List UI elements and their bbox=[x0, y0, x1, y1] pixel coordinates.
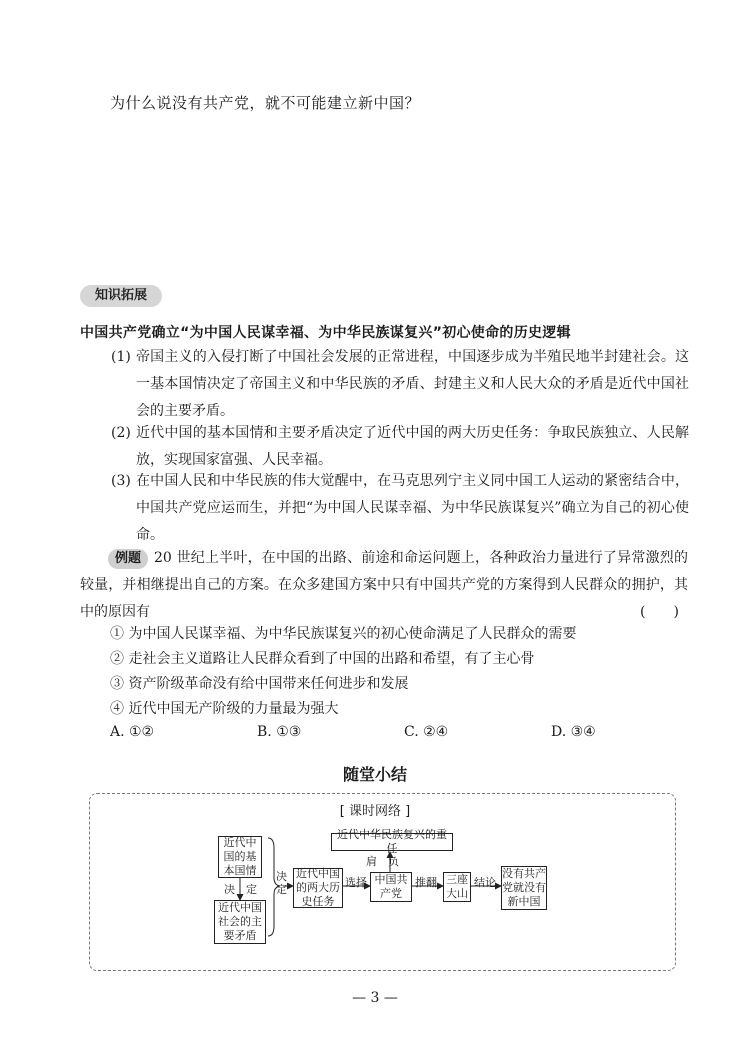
item-text: 近代中国的基本国情和主要矛盾决定了近代中国的两大历史任务：争取民族独立、人民解放，实现国家富强、人民幸福。 bbox=[136, 425, 689, 468]
choice-b: B. ①③ bbox=[257, 724, 302, 740]
item-number: (2) bbox=[111, 425, 131, 441]
choice-a: A. ①② bbox=[110, 724, 155, 740]
statement-3: ③ 资产阶级革命没有给中国带来任何进步和发展 bbox=[110, 676, 409, 692]
network-title: [ 课时网络 ] bbox=[339, 804, 411, 819]
box-two-tasks: 近代中国的两大历史任务 bbox=[293, 868, 343, 908]
label-conclude: 结论 bbox=[474, 876, 496, 889]
summary-title: 随堂小结 bbox=[342, 765, 407, 784]
label-decide-vertical: 决 定 bbox=[224, 883, 257, 896]
statement-2: ② 走社会主义道路让人民群众看到了中国的出路和希望，有了主心骨 bbox=[110, 651, 535, 667]
choice-c: C. ②④ bbox=[404, 724, 449, 740]
knowledge-title: 中国共产党确立“为中国人民谋幸福、为中华民族谋复兴”初心使命的历史逻辑 bbox=[80, 325, 571, 341]
box-mission: 近代中华民族复兴的重任 bbox=[331, 833, 453, 851]
reflection-question: 为什么说没有共产党，就不可能建立新中国？ bbox=[110, 94, 421, 112]
box-conclusion: 没有共产党就没有新中国 bbox=[502, 867, 546, 908]
item-number: (1) bbox=[111, 349, 131, 365]
item-number: (3) bbox=[111, 473, 131, 489]
page-number: — 3 — bbox=[352, 990, 398, 1006]
example-tag: 例题 bbox=[108, 549, 148, 569]
statement-4: ④ 近代中国无产阶级的力量最为强大 bbox=[110, 701, 339, 717]
box-cpc: 中国共产党 bbox=[370, 872, 412, 902]
statement-1: ① 为中国人民谋幸福、为中华民族谋复兴的初心使命满足了人民群众的需要 bbox=[110, 626, 577, 642]
label-choose: 选择 bbox=[345, 876, 367, 889]
label-decide-brace: 决定 bbox=[276, 870, 287, 896]
knowledge-extension-tag: 知识拓展 bbox=[80, 285, 162, 307]
item-text: 帝国主义的入侵打断了中国社会发展的正常进程，中国逐步成为半殖民地半封建社会。这一基本国情决定了帝国主义和中华民族的矛盾、封建主义和人民大众的矛盾是近代中国社会的主要矛盾。 bbox=[136, 349, 689, 419]
box-three-mountains: 三座大山 bbox=[443, 872, 471, 902]
example-stem: 20 世纪上半叶，在中国的出路、前途和命运问题上，各种政治力量进行了异常激烈的较量，并相继提出自己的方案。在众多建国方案中只有中国共产党的方案得到人民群众的拥护，其中的原因有 bbox=[80, 550, 688, 620]
box-national-condition: 近代中国的基本国情 bbox=[218, 836, 262, 878]
choice-d: D. ③④ bbox=[551, 724, 596, 740]
answer-parentheses: ( ) bbox=[640, 604, 679, 620]
item-text: 在中国人民和中华民族的伟大觉醒中，在马克思列宁主义同中国工人运动的紧密结合中，中国共产党应运而生，并把“为中国人民谋幸福、为中华民族谋复兴”确立为自己的初心使命。 bbox=[136, 473, 689, 543]
label-shoulder: 肩 负 bbox=[366, 855, 399, 868]
box-main-contradiction: 近代中国社会的主要矛盾 bbox=[214, 900, 266, 944]
label-overthrow: 推翻 bbox=[415, 876, 437, 889]
